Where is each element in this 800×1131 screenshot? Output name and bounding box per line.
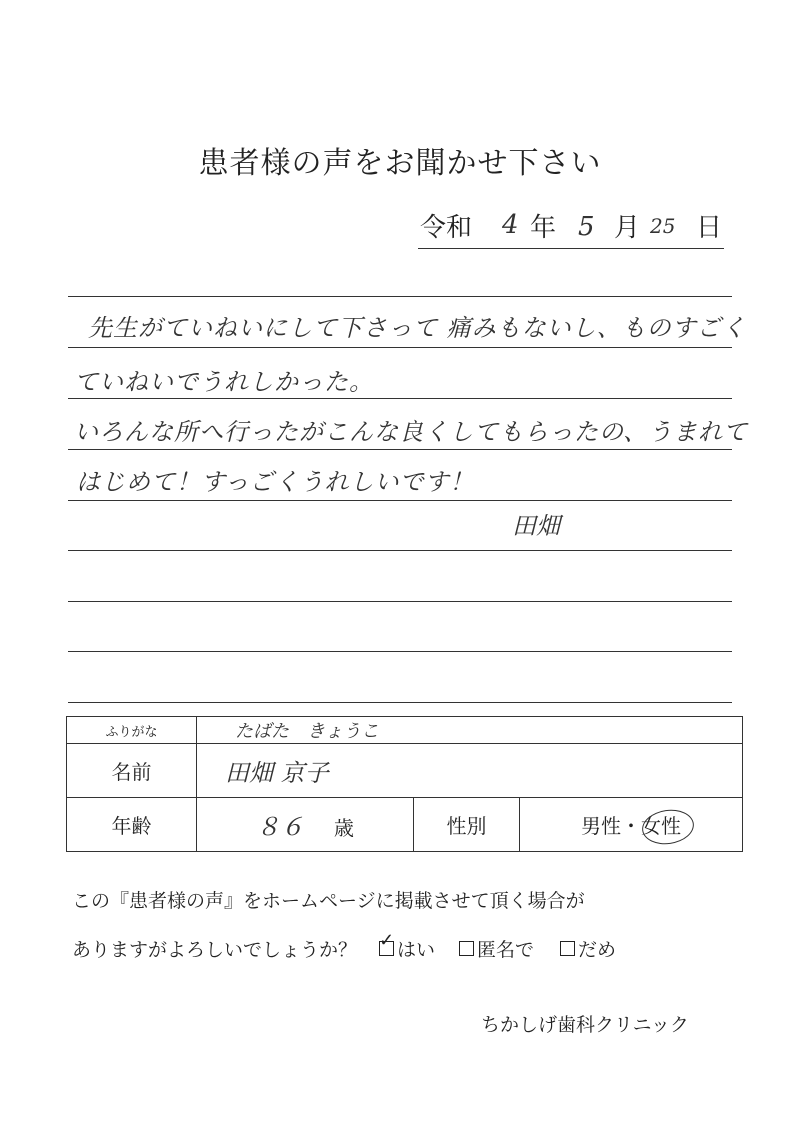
date-era: 令和 [420,213,473,243]
date-day: 25 [650,214,676,238]
signature: 田畑 [512,512,560,540]
age-label: 年齢 [67,798,197,852]
gender-cell [520,798,743,852]
form-title: 患者様の声をお聞かせ下さい [198,146,602,181]
ruled-line [68,500,732,501]
option-yes-label: はい [397,939,436,961]
consent-question-line2 [72,930,617,962]
ruled-line [68,449,732,450]
clinic-name: ちかしげ歯科クリニック [481,1014,689,1036]
ruled-line [68,398,732,399]
name-value: 田畑 京子 [197,744,743,798]
gender-label: 性別 [414,798,520,852]
comment-line-3: いろんな所へ行ったがこんな良くしてもらったの、うまれて [74,418,749,446]
name-label: 名前 [67,744,197,798]
ruled-line [68,702,732,703]
option-yes[interactable] [379,930,436,962]
ruled-line [68,296,732,297]
option-no[interactable] [560,935,616,962]
furigana-label: ふりがな [67,717,197,744]
checkbox-no[interactable] [560,941,575,956]
date-day-unit: 日 [696,213,723,243]
date-year: 4 [502,210,519,240]
date-month-unit: 月 [614,213,641,243]
option-no-label: だめ [578,939,617,961]
age-cell [197,798,414,852]
gender-value: 男性・女性 [581,814,681,838]
patient-info-table [66,716,743,852]
ruled-line [68,347,732,348]
comment-line-4: はじめて！すっごくうれしいです！ [76,468,475,496]
age-value: ８６ [256,813,305,841]
ruled-line [68,601,732,602]
option-anonymous[interactable] [459,935,534,962]
date-year-unit: 年 [530,213,557,243]
checkbox-anonymous[interactable] [459,941,474,956]
gender-selection-circle [640,807,696,848]
consent-question-text: ありますがよろしいでしょうか？ [72,939,358,961]
comment-line-1: 先生がていねいにして下さって 痛みもないし、ものすごく [88,314,747,342]
ruled-line [68,651,732,652]
comment-line-2: ていねいでうれしかった。 [74,368,374,396]
date-row [418,210,724,249]
furigana-value: たばた きょうこ [197,717,743,744]
ruled-line [68,550,732,551]
date-month: 5 [578,212,595,242]
consent-question-line1: この『患者様の声』をホームページに掲載させて頂く場合が [72,890,585,912]
age-unit: 歳 [333,816,354,840]
checkbox-yes[interactable] [379,930,395,956]
option-anonymous-label: 匿名で [477,939,535,961]
checkmark-icon: ✓ [379,930,395,951]
